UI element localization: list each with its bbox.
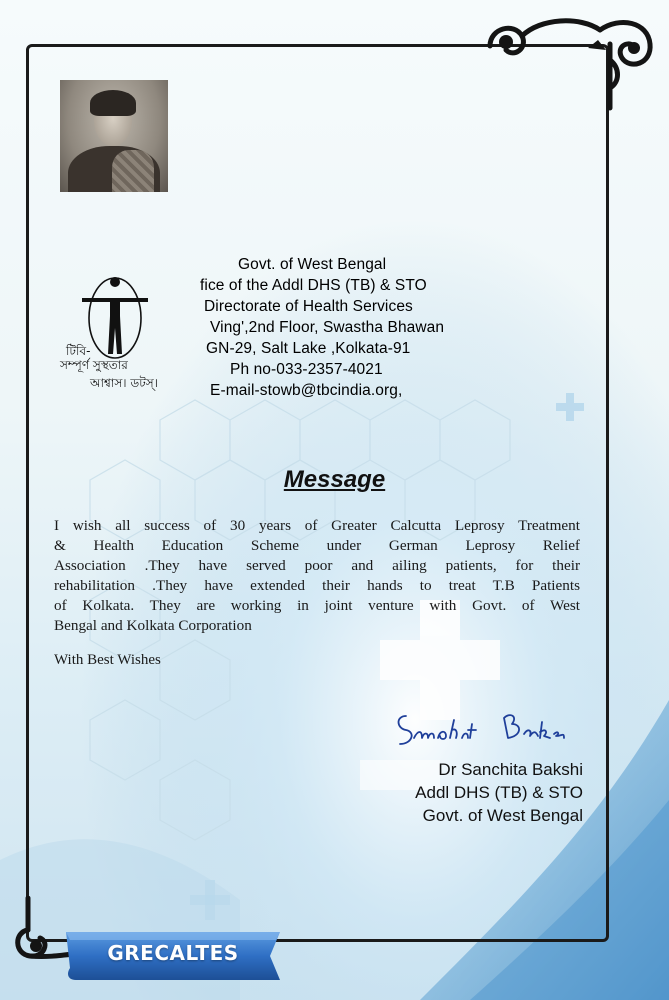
brand-name: GRECALTES <box>107 941 239 965</box>
header-govt: Govt. of West Bengal <box>238 256 387 273</box>
handwritten-signature <box>392 704 572 754</box>
logo-tagline-line1: টিবি- <box>66 344 91 358</box>
portrait-photo <box>60 80 168 192</box>
signatory-name: Dr Sanchita Bakshi <box>438 760 583 779</box>
header-address-2: GN-29, Salt Lake ,Kolkata-91 <box>206 340 411 357</box>
message-title: Message <box>283 466 386 493</box>
message-line: I wish all success of 30 years of Greater Calcutta Leprosy Treatment <box>54 517 580 534</box>
message-line: Association .They have served poor and ailing patients, for their <box>54 557 580 574</box>
logo-tagline-line2: সম্পূর্ণ সুস্থতার <box>60 358 128 372</box>
header-directorate: Directorate of Health Services <box>204 298 413 315</box>
message-line: Bengal and Kolkata Corporation <box>54 617 252 634</box>
signatory-block <box>415 758 583 827</box>
top-right-ornament <box>470 8 666 118</box>
message-line: of Kolkata. They are working in joint venture with Govt. of West <box>54 597 580 614</box>
message-line: rehabilitation .They have extended their hands to treat T.B Patients <box>54 577 580 594</box>
logo-tagline-line3: আশ্বাস। ডটস্। <box>90 376 158 390</box>
closing-wishes: With Best Wishes <box>54 652 161 668</box>
header-address-1: Ving',2nd Floor, Swastha Bhawan <box>210 319 445 336</box>
signatory-office: Govt. of West Bengal <box>422 806 583 825</box>
message-line: & Health Education Scheme under German Leprosy Relief <box>54 537 580 554</box>
signatory-designation: Addl DHS (TB) & STO <box>415 783 583 802</box>
message-body <box>54 516 580 636</box>
portrait-hair <box>90 90 136 116</box>
header-office: fice of the Addl DHS (TB) & STO <box>200 277 427 294</box>
header-email: E-mail-stowb@tbcindia.org, <box>210 382 403 399</box>
header-phone: Ph no-033-2357-4021 <box>230 361 383 378</box>
portrait-sari <box>112 150 154 192</box>
